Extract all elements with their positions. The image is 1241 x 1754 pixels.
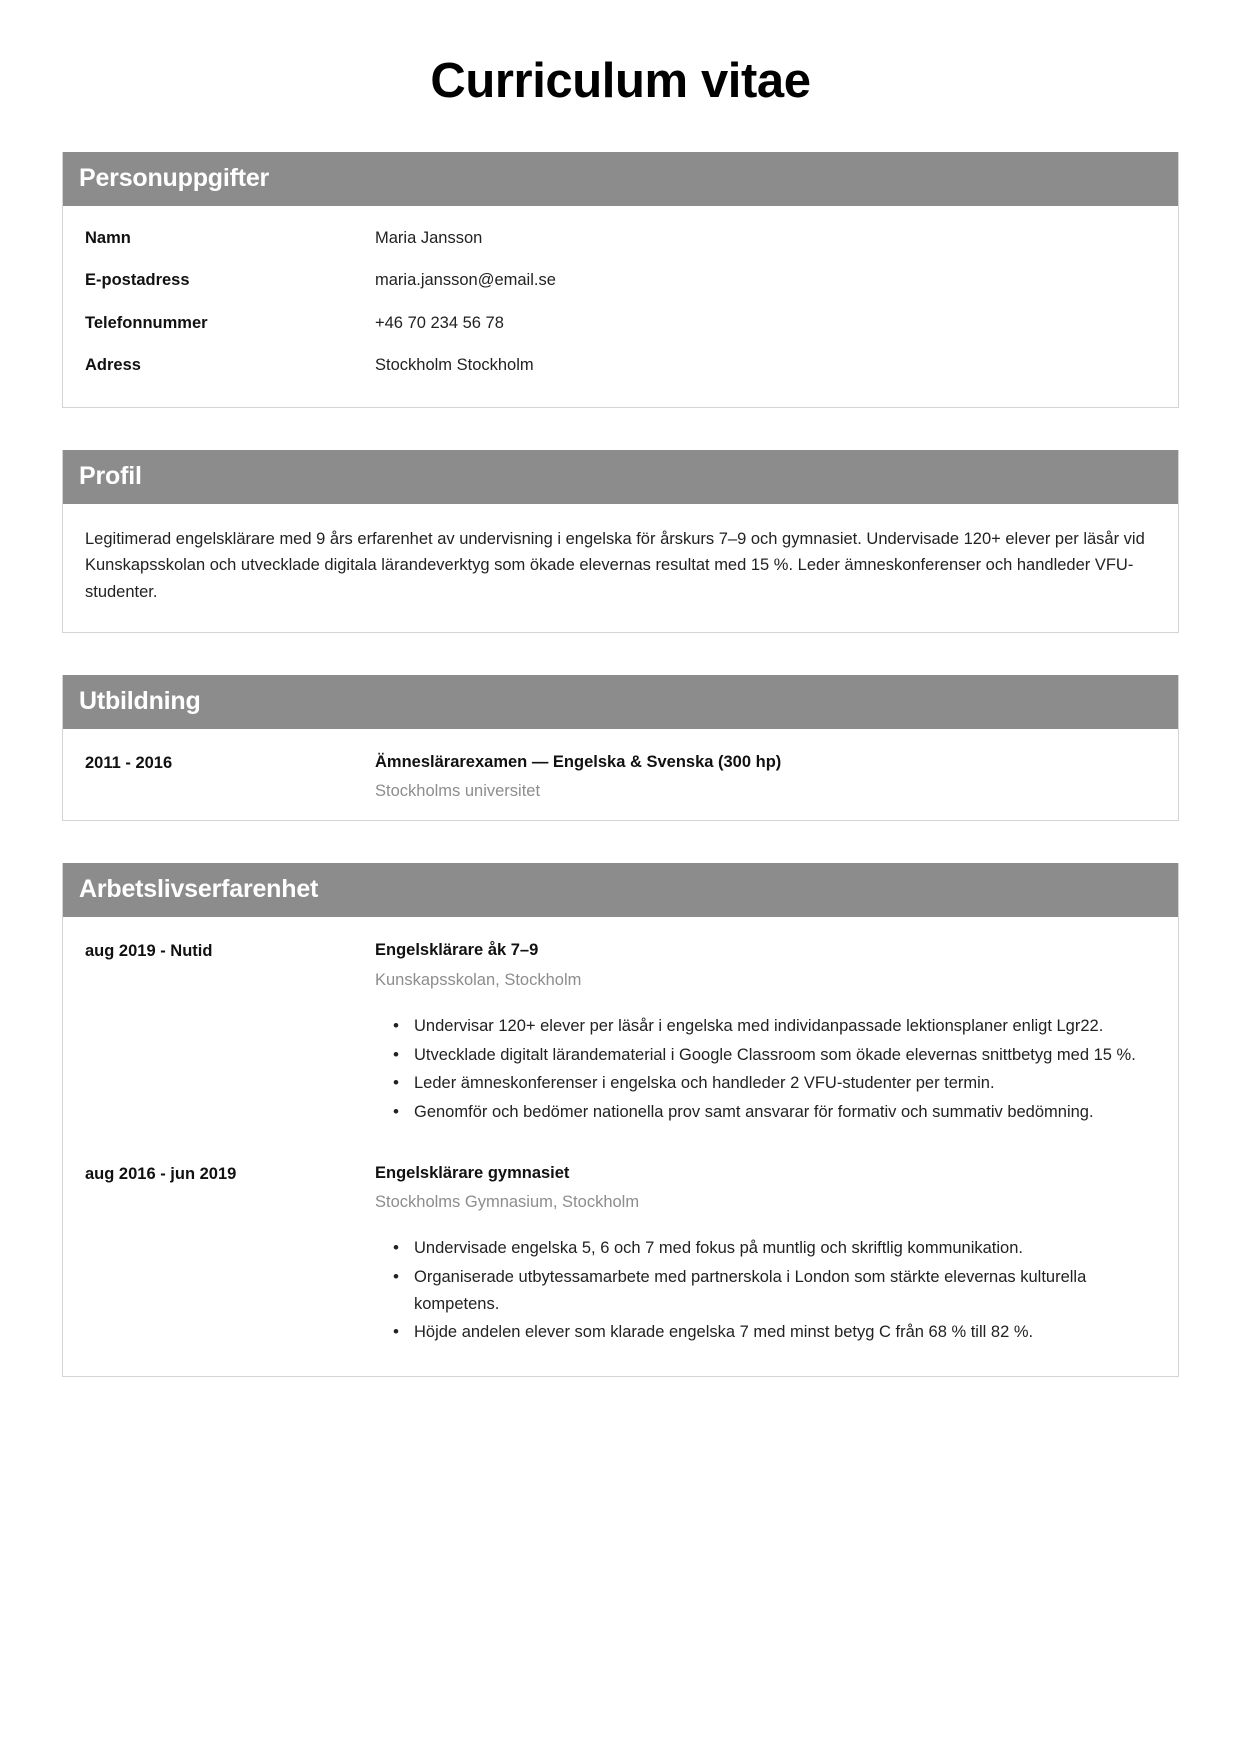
list-item: • Höjde andelen elever som klarade engelska 7 med minst betyg C från 68 % till 82 %. [414,1319,1156,1346]
detail-value: Stockholm Stockholm [375,356,534,375]
education-entry [85,751,1156,803]
list-item: • Genomför och bedömer nationella prov samt ansvarar för formativ och summativ bedömning. [414,1099,1156,1126]
section-header-education: Utbildning [63,675,1178,729]
section-body-education [63,729,1178,821]
detail-row-address [85,355,1156,376]
detail-value: Maria Jansson [375,228,483,247]
detail-label: Telefonnummer [85,313,208,332]
list-item: • Utvecklade digitalt lärandematerial i Google Classroom som ökade elevernas snittbetyg med 15 %. [414,1042,1156,1069]
section-header-work-experience: Arbetslivserfarenhet [63,863,1178,917]
entry-title: Engelsklärare gymnasiet [375,1163,570,1182]
entry-bullet-list [375,1013,1156,1126]
detail-value: +46 70 234 56 78 [375,313,504,332]
section-work-experience [62,863,1179,1377]
entry-main [375,751,1156,803]
section-body-personal-details [63,206,1178,407]
section-body-profile [63,504,1178,632]
detail-row-email [85,270,1156,291]
entry-date: aug 2019 - Nutid [85,942,213,961]
entry-title: Ämneslärarexamen — Engelska & Svenska (300 hp) [375,752,782,771]
entry-organisation: Kunskapsskolan, Stockholm [375,970,582,989]
list-item: • Organiserade utbytessamarbete med partnerskola i London som stärkte elevernas kulturella kompetens. [414,1264,1156,1317]
section-education [62,675,1179,822]
entry-main [375,1162,1156,1348]
detail-label: E-postadress [85,271,190,290]
list-item: • Undervisade engelska 5, 6 och 7 med fokus på muntlig och skriftlig kommunikation. [414,1235,1156,1262]
entry-title: Engelsklärare åk 7–9 [375,941,539,960]
detail-row-name [85,228,1156,249]
entry-organisation: Stockholms Gymnasium, Stockholm [375,1193,640,1211]
detail-label: Adress [85,356,141,375]
section-personal-details [62,152,1179,408]
page-title: Curriculum vitae [430,54,811,108]
detail-value: maria.jansson@email.se [375,271,556,290]
experience-entry [85,1162,1156,1348]
section-header-personal-details: Personuppgifter [63,152,1178,206]
entry-date: 2011 - 2016 [85,753,173,772]
list-item: • Leder ämneskonferenser i engelska och handleder 2 VFU-studenter per termin. [414,1070,1156,1097]
section-body-work-experience [63,917,1178,1376]
entry-date: aug 2016 - jun 2019 [85,1164,237,1183]
experience-entry [85,939,1156,1127]
profile-summary-text: Legitimerad engelsklärare med 9 års erfarenhet av undervisning i engelska för årskurs 7–9 och gymnasiet. Undervisade 120+ elever per läsår vid Kunskapsskolan och utvecklade digitala lärandeverktyg som ökade elevernas resultat med 15 %. Leder ämneskonferenser och handleder VFU-studenter. [85,529,1145,602]
detail-row-phone [85,313,1156,334]
detail-label: Namn [85,228,131,247]
section-header-profile: Profil [63,450,1178,504]
entry-bullet-list [375,1235,1156,1346]
section-profile [62,450,1179,633]
entry-organisation: Stockholms universitet [375,782,541,801]
list-item: • Undervisar 120+ elever per läsår i engelska med individanpassade lektionsplaner enligt Lgr22. [414,1013,1156,1040]
entry-main [375,939,1156,1127]
